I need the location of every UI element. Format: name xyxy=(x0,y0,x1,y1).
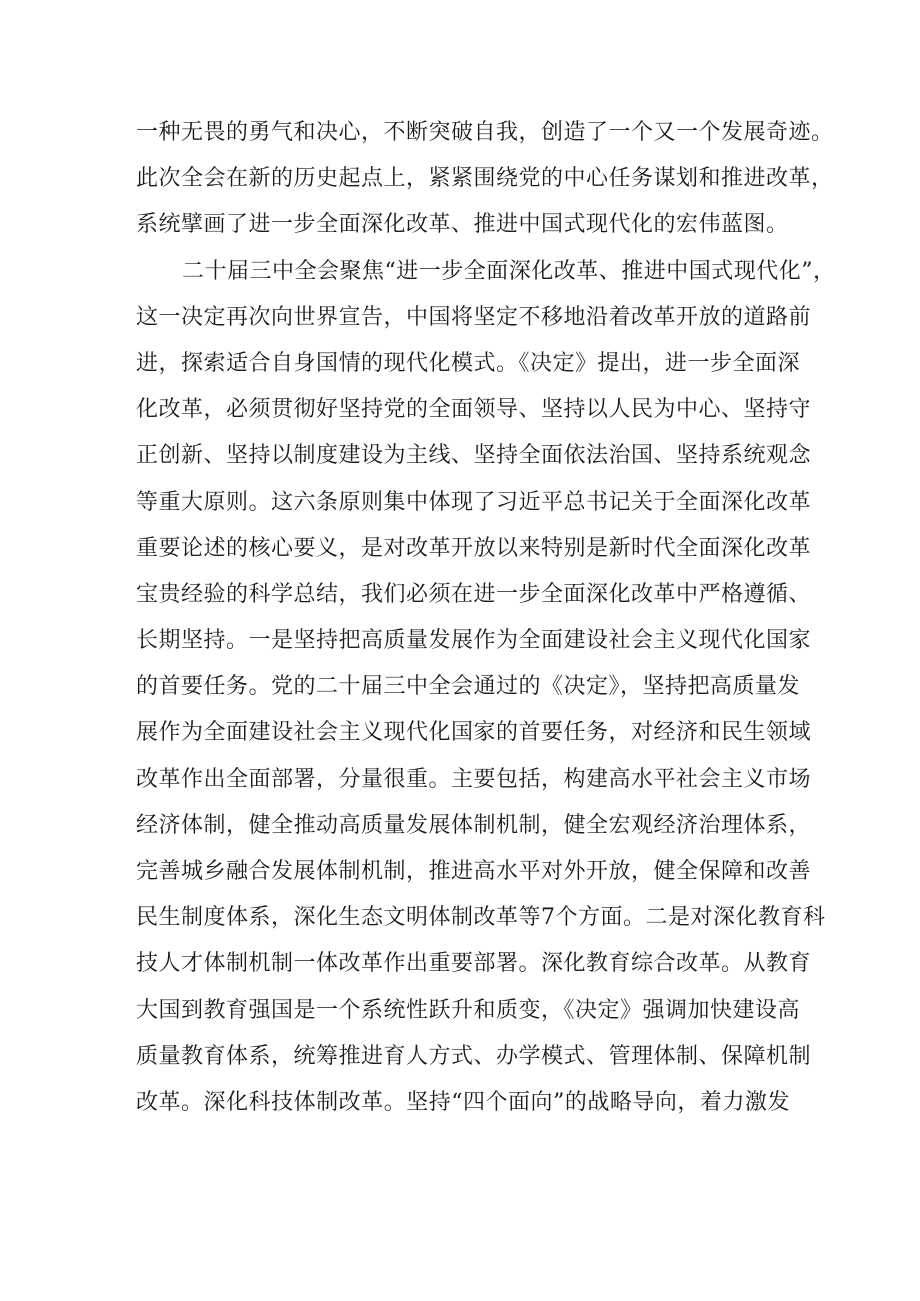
text-line: 二十届三中全会聚焦“进一步全面深化改革、推进中国式现代化”， xyxy=(182,258,836,284)
text-line: 的首要任务。党的二十届三中全会通过的《决定》，坚持把高质量发 xyxy=(136,674,801,700)
text-line: 正创新、坚持以制度建设为主线、坚持全面依法治国、坚持系统观念 xyxy=(136,443,812,469)
text-line: 这一决定再次向世界宣告，中国将坚定不移地沿着改革开放的道路前 xyxy=(136,304,812,330)
paragraph-2 xyxy=(136,249,836,1127)
text-line: 完善城乡融合发展体制机制，推进高水平对外开放，健全保障和改善 xyxy=(136,859,812,884)
text-line: 经济体制，健全推动高质量发展体制机制，健全宏观经济治理体系， xyxy=(136,812,812,838)
text-line: 进，探索适合自身国情的现代化模式。《决定》提出，进一步全面深 xyxy=(136,350,801,376)
text-line: 宝贵经验的科学总结，我们必须在进一步全面深化改革中严格遵循、 xyxy=(136,581,812,607)
paragraph-1 xyxy=(136,110,834,249)
text-line: 大国到教育强国是一个系统性跃升和质变，《决定》强调加快建设高 xyxy=(136,997,801,1023)
text-line: 化改革，必须贯彻好坚持党的全面领导、坚持以人民为中心、坚持守 xyxy=(136,397,812,423)
text-line: 质量教育体系，统筹推进育人方式、办学模式、管理体制、保障机制 xyxy=(136,1043,812,1069)
text-line: 长期坚持。一是坚持把高质量发展作为全面建设社会主义现代化国家 xyxy=(136,628,812,654)
text-line: 系统擘画了进一步全面深化改革、推进中国式现代化的宏伟蓝图。 xyxy=(136,212,789,238)
text-line: 民生制度体系，深化生态文明体制改革等7个方面。二是对深化教育科 xyxy=(136,905,826,931)
document-body xyxy=(136,110,836,1126)
text-line: 一种无畏的勇气和决心，不断突破自我，创造了一个又一个发展奇迹。 xyxy=(136,120,834,145)
text-line: 重要论述的核心要义，是对改革开放以来特别是新时代全面深化改革 xyxy=(136,535,812,561)
text-line: 技人才体制机制一体改革作出重要部署。深化教育综合改革。从教育 xyxy=(136,951,812,977)
text-line: 等重大原则。这六条原则集中体现了习近平总书记关于全面深化改革 xyxy=(136,489,812,515)
text-line: 改革。深化科技体制改革。坚持“四个面向”的战略导向，着力激发 xyxy=(136,1089,790,1115)
text-line: 此次全会在新的历史起点上，紧紧围绕党的中心任务谋划和推进改革， xyxy=(136,166,834,192)
text-line: 改革作出全面部署，分量很重。主要包括，构建高水平社会主义市场 xyxy=(136,766,812,792)
text-line: 展作为全面建设社会主义现代化国家的首要任务，对经济和民生领域 xyxy=(136,720,812,746)
